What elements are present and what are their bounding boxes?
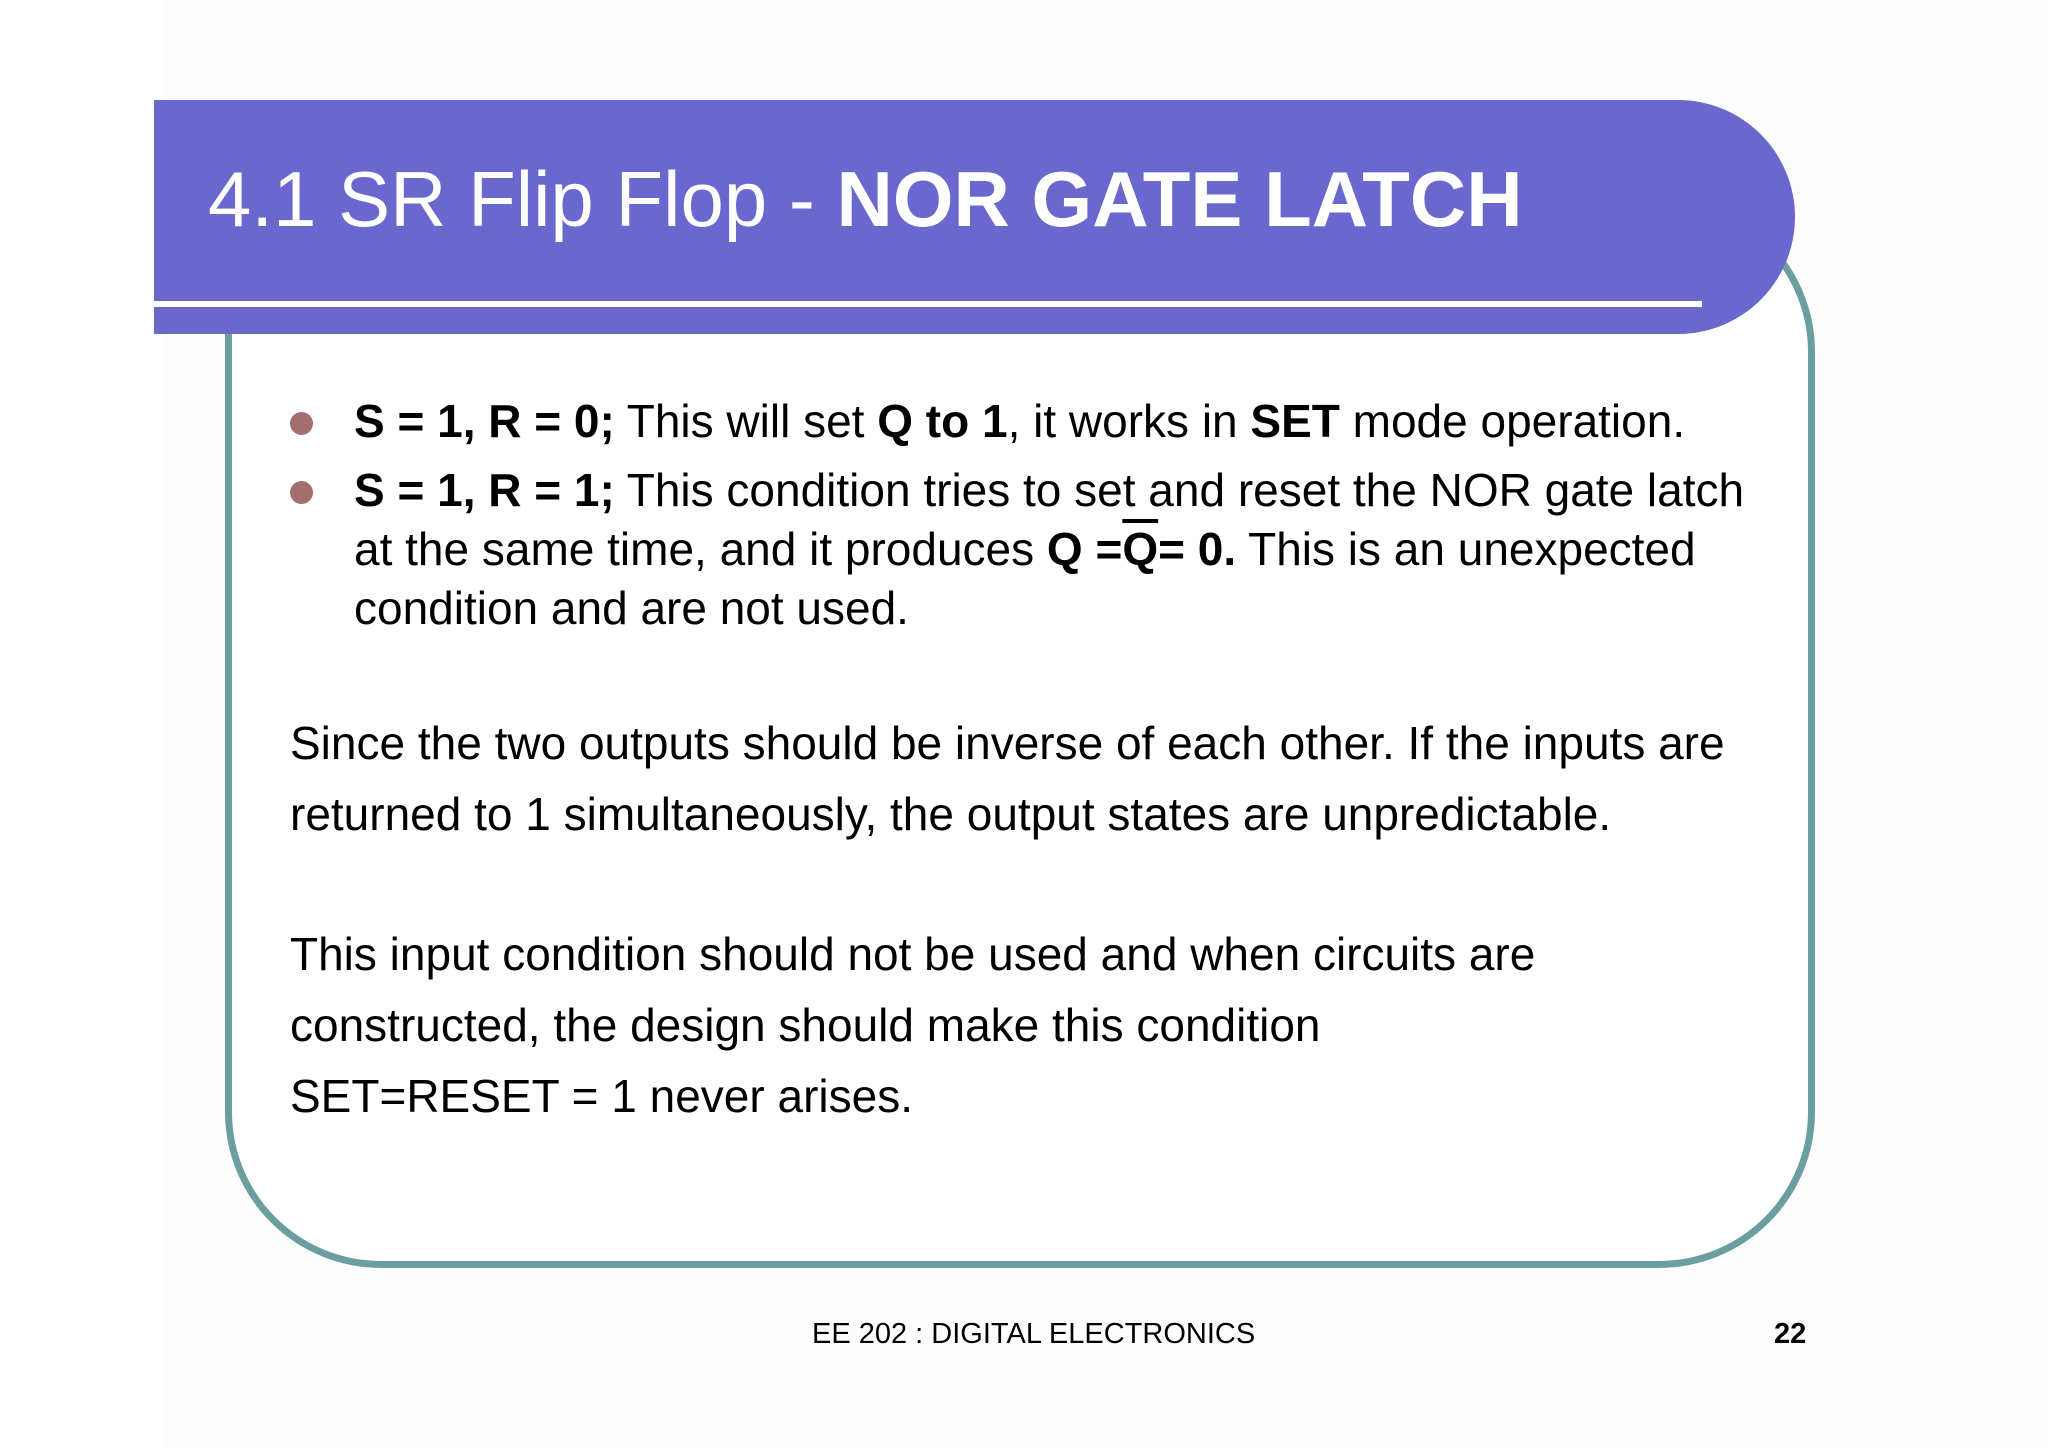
paragraph-condition [290, 919, 1790, 1132]
title-prefix: 4.1 SR Flip Flop - [208, 155, 837, 243]
bullet-text: This condition tries to set and reset the NOR gate latch at the same time, and it produces [354, 464, 1745, 575]
bullet-text: This is an unexpected condition and are not used. [354, 523, 1696, 634]
bullet-dot-icon [290, 481, 313, 504]
bullet-text: , it works in [1007, 395, 1251, 447]
slide-title [208, 155, 1523, 243]
bullet-dot-icon [290, 412, 313, 435]
paragraph-outputs: Since the two outputs should be inverse of each other. If the inputs are returned to 1 simultaneously, the output states are unpredictable. [290, 717, 1725, 840]
title-underline [154, 301, 1702, 307]
bullet-condition: S = 1, R = 0; [354, 395, 615, 447]
bullet-emphasis: Q = [1046, 523, 1123, 575]
page-number: 22 [1774, 1318, 1807, 1350]
title-strong: NOR GATE LATCH [836, 155, 1523, 243]
paragraph-line: constructed, the design should make this condition [290, 999, 1321, 1051]
bullet-emphasis: = 0. [1158, 523, 1237, 575]
bullet-item-invalid [290, 461, 1790, 638]
bullet-text: mode operation. [1339, 395, 1686, 447]
bullet-list [290, 392, 1790, 648]
bullet-emphasis: SET [1250, 395, 1340, 447]
bullet-condition: S = 1, R = 1; [354, 464, 615, 516]
footer-course: EE 202 : DIGITAL ELECTRONICS [812, 1318, 1256, 1350]
q-bar-symbol: $\overline{Q}$ [1122, 523, 1159, 575]
paragraph-line: This input condition should not be used and when circuits are [290, 928, 1536, 980]
bullet-emphasis: Q to 1 [877, 395, 1008, 447]
paragraph-line: SET=RESET = 1 never arises. [290, 1070, 913, 1122]
bullet-item-set [290, 392, 1790, 451]
bullet-text: This will set [614, 395, 878, 447]
